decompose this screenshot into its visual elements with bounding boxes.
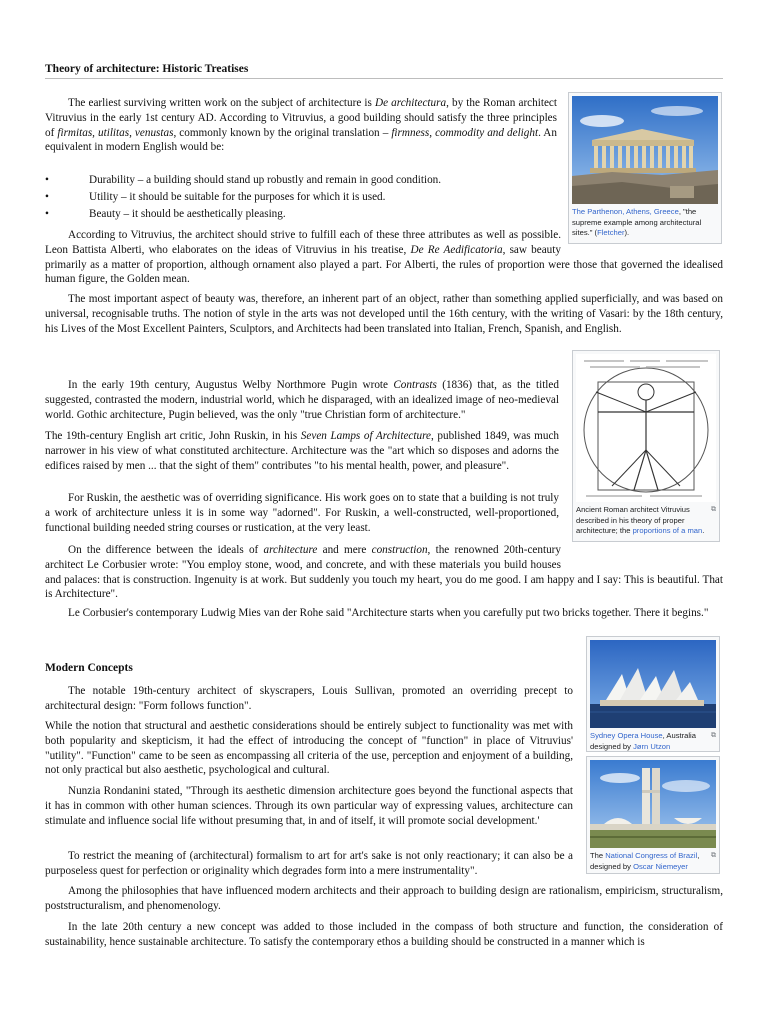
- text-run: , commonly known by the original translation –: [173, 126, 392, 139]
- text-run-italic: Seven Lamps of Architecture: [300, 430, 432, 442]
- fletcher-link[interactable]: Fletcher: [597, 228, 625, 237]
- niemeyer-link[interactable]: Oscar Niemeyer: [633, 861, 688, 871]
- section-heading-modern-concepts: Modern Concepts: [45, 662, 133, 674]
- figure-clearance: [561, 543, 723, 558]
- figure-parthenon: [568, 92, 722, 244]
- caption-text: , designed by: [590, 851, 700, 871]
- figure-vitruvian: [572, 350, 720, 542]
- text-run: The 19th-century English art critic, John Ruskin, in his: [45, 430, 301, 442]
- text-run: . An equivalent in modern English would be:: [45, 126, 557, 154]
- text-run-italic: architecture: [263, 544, 318, 556]
- enlarge-icon[interactable]: ⧉: [711, 732, 716, 739]
- text-run-italic: Contrasts: [393, 379, 437, 391]
- paragraph-5: [45, 429, 559, 473]
- text-run-italic: De architectura: [375, 97, 447, 109]
- list-item: [45, 189, 565, 206]
- paragraph-4: [45, 378, 559, 422]
- caption-text: Ancient Roman architect Vitruvius described in his theory of proper architecture; the: [576, 505, 690, 535]
- text-run-italic: firmness, commodity and delight: [391, 126, 539, 139]
- caption-text: .: [702, 526, 705, 535]
- list-item: [45, 206, 565, 223]
- text-run: , by the Roman architect Vitruvius in the early 1st century AD. According to Vitruvius, a good building should satisfy the three principles of: [45, 97, 557, 139]
- congress-caption: [590, 851, 716, 872]
- enlarge-icon[interactable]: ⧉: [711, 852, 716, 859]
- text-run: The earliest surviving written work on the subject of architecture is: [68, 97, 376, 109]
- text-run-italic: firmitas, utilitas, venustas: [57, 126, 174, 139]
- text-run: , the renowned 20th-century architect Le Corbusier wrote: "You employ stone, wood, and concrete, and with these materials you build houses and palaces: that is construction. Ingenuity is at work. But suddenly you touch my heart, you do me good. I am happy and I say: This is beautiful. That is Architecture".: [45, 544, 723, 601]
- text-run: and mere: [317, 544, 372, 556]
- utzon-link[interactable]: Jørn Utzon: [633, 741, 671, 751]
- caption-text: The: [590, 851, 606, 860]
- paragraph-9: The notable 19th-century architect of skyscrapers, Louis Sullivan, promoted an overriding precept to architectural design: "Form follows function".: [45, 685, 573, 712]
- caption-text: , Australia designed by: [590, 731, 696, 751]
- list-item-text: Durability – a building should stand up robustly and remain in good condition.: [89, 174, 442, 186]
- text-run-italic: De Re Aedificatoria: [410, 243, 503, 256]
- paragraph-12: To restrict the meaning of (architectural) formalism to art for art's sake is not only reactionary; it can also be a purposeless quest for perfection or originality which degrades form into a mere instrumentality".: [45, 850, 573, 877]
- caption-text: , "the supreme example among architectural sites." (: [572, 207, 702, 237]
- vitruvian-man-image[interactable]: [576, 354, 716, 502]
- congress-brazil-image[interactable]: [590, 760, 716, 848]
- text-run: According to Vitruvius, the architect should strive to fulfill each of these three attributes as well as possible. Leon Battista Alberti, who elaborates on the ideas of Vitruvius in his treatise,: [45, 229, 561, 256]
- congress-link[interactable]: National Congress of Brazil: [605, 851, 698, 860]
- text-run: , saw beauty primarily as a matter of proportion, although ornament also played a part. For Alberti, the rules of proportion were those that governed the idealised human figure, the Golden mean.: [45, 243, 723, 286]
- paragraph-3: The most important aspect of beauty was, therefore, an inherent part of an object, rather than something applied superficially, and was based on universal, recognisable truths. The notion of style in the arts was not developed until the 16th century, with the writing of Vasari: by the 18th century, his Lives of the Most Excellent Painters, Sculptors, and Architects had been translated into Italian, French, Spanish, and English.: [45, 293, 723, 335]
- proportions-link[interactable]: proportions of a man: [632, 526, 703, 535]
- opera-house-link[interactable]: Sydney Opera House: [590, 731, 663, 740]
- text-run: (1836) that, as the titled suggested, contrasted the modern, industrial world, which he disparaged, with an idealized image of neo-medieval world. Gothic architecture, Pugin believed, was the only "true Christian form of architecture.": [45, 379, 559, 421]
- text-run: , published 1849, was much narrower in his view of what constituted architecture. Architecture was the "art which so disposes and adorns the edifices raised by men ... that the sight of them" contributes "to his mental health, power, and pleasure".: [45, 430, 560, 472]
- list-item: [45, 172, 565, 189]
- vitruvian-caption: [576, 505, 716, 537]
- paragraph-13: Among the philosophies that have influenced modern architects and their approach to building design are rationalism, empiricism, structuralism, poststructuralism, and phenomenology.: [45, 885, 723, 912]
- enlarge-icon[interactable]: ⧉: [711, 506, 716, 513]
- paragraph-7: [45, 543, 723, 602]
- principles-list: [45, 172, 565, 223]
- text-run: On the difference between the ideals of: [68, 544, 264, 556]
- figure-opera-house: [586, 636, 720, 752]
- opera-house-image[interactable]: [590, 640, 716, 728]
- figure-congress-brazil: [586, 756, 720, 874]
- caption-text: ).: [624, 228, 630, 237]
- parthenon-link[interactable]: The Parthenon, Athens, Greece: [572, 207, 679, 216]
- paragraph-10: While the notion that structural and aesthetic considerations should be entirely subject to functionality was met with both popularity and skepticism, it had the effect of introducing the concept of "function" in place of Vitruvius' "utility". "Function" came to be seen as encompassing all criteria of the use, perception and enjoyment of a building, not only practical but also aesthetic, psychological and cultural.: [45, 720, 573, 777]
- bullet-marker: •: [45, 208, 49, 220]
- section-heading-historic-treatises: Theory of architecture: Historic Treatises: [45, 63, 723, 79]
- paragraph-6: For Ruskin, the aesthetic was of overriding significance. His work goes on to state that a building is not truly a work of architecture unless it is in some way "adorned". For Ruskin, a well-constructed, well-proportioned, functional building needed string courses or rustication, at the very least.: [45, 492, 559, 534]
- paragraph-1: [45, 96, 557, 155]
- bullet-marker: •: [45, 174, 49, 186]
- bullet-marker: •: [45, 191, 49, 203]
- list-item-text: Utility – it should be suitable for the purposes for which it is used.: [89, 191, 386, 203]
- text-run: In the early 19th century, Augustus Welby Northmore Pugin wrote: [68, 379, 394, 391]
- list-item-text: Beauty – it should be aesthetically pleasing.: [89, 208, 286, 220]
- parthenon-image[interactable]: [572, 96, 718, 204]
- text-run-italic: construction: [371, 544, 428, 556]
- parthenon-caption: [572, 207, 718, 239]
- opera-house-caption: [590, 731, 716, 752]
- paragraph-14: In the late 20th century a new concept was added to those included in the compass of both structure and function, the consideration of sustainability, hence sustainable architecture. To satisfy the contemporary ethos a building should be constructed in a manner which is: [45, 921, 723, 948]
- paragraph-11: Nunzia Rondanini stated, "Through its aesthetic dimension architecture goes beyond the functional aspects that it has in common with other human sciences. Through its own particular way of expressing values, architecture can stimulate and influence social life without presuming that, in and of itself, it will promote social development.': [45, 785, 573, 827]
- paragraph-8: Le Corbusier's contemporary Ludwig Mies van der Rohe said "Architecture starts when you carefully put two bricks together. There it begins.": [68, 607, 709, 619]
